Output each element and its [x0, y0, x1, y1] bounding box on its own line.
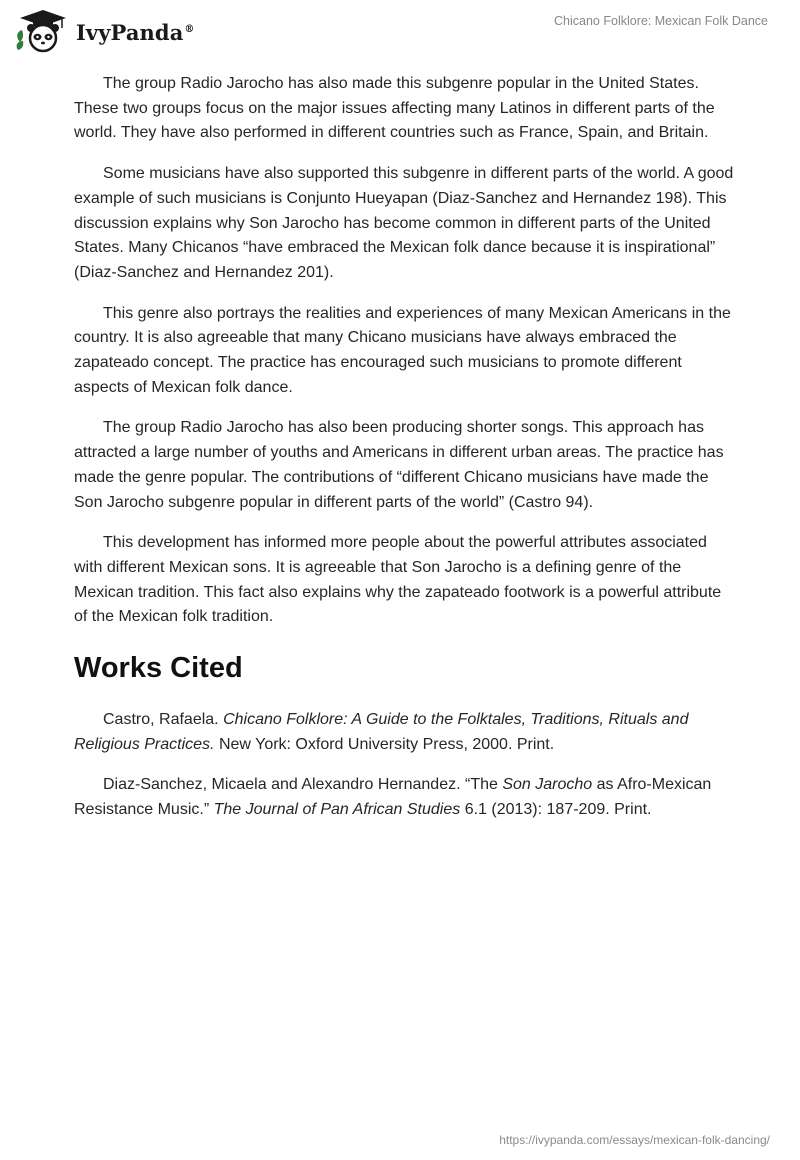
citation-publication: New York: Oxford University Press, 2000. Print.: [214, 735, 555, 753]
body-paragraph: This genre also portrays the realities and experiences of many Mexican Americans in the country. It is also agreeable that many Chicano musicians have always embraced the zapateado concept. The practice has encouraged such musicians to promote different aspects of Mexican folk dance.: [74, 304, 731, 396]
registered-mark: ®: [184, 23, 195, 35]
brand-logo[interactable]: [14, 8, 195, 56]
citation-title: Son Jarocho: [502, 776, 593, 794]
citation-entry: [74, 773, 734, 822]
panda-graduation-cap-icon: [14, 8, 72, 56]
citation-author: Diaz-Sanchez, Micaela and Alexandro Hernandez. “The: [103, 776, 503, 794]
essay-content: [74, 72, 734, 839]
page-header: [0, 0, 800, 62]
citation-article: as Afro-Mexican Resistance Music.”: [74, 776, 712, 819]
citation-publication: 6.1 (2013): 187-209. Print.: [460, 801, 652, 819]
citation-journal: The Journal of Pan African Studies: [213, 801, 461, 819]
body-paragraph: The group Radio Jarocho has also been producing shorter songs. This approach has attracted a large number of youths and Americans in different urban areas. The practice has made the genre popular. The contributions of “different Chicano musicians have made the Son Jarocho subgenre popular in different parts of the world” (Castro 94).: [74, 419, 724, 511]
citation-entry: [74, 708, 734, 757]
citation-author: Castro, Rafaela.: [103, 711, 224, 729]
source-url[interactable]: https://ivypanda.com/essays/mexican-folk-dancing/: [499, 1133, 770, 1147]
citation-title: Chicano Folklore: A Guide to the Folktales, Traditions, Rituals and Religious Practices.: [74, 711, 689, 753]
body-paragraph: Some musicians have also supported this subgenre in different parts of the world. A good example of such musicians is Conjunto Hueyapan (Diaz-Sanchez and Hernandez 198). This discussion explains why Son Jarocho has become common in different parts of the United States. Many Chicanos “have embraced the Mexican folk dance because it is inspirational” (Diaz-Sanchez and Hernandez 201).: [74, 165, 734, 281]
body-paragraph: The group Radio Jarocho has also made this subgenre popular in the United States. These two groups focus on the major issues affecting many Latinos in different parts of the world. They have also performed in different countries such as France, Spain, and Britain.: [74, 75, 715, 142]
document-title: Chicano Folklore: Mexican Folk Dance: [554, 14, 768, 28]
brand-name: IvyPanda®: [76, 19, 195, 45]
body-paragraph: This development has informed more people about the powerful attributes associated with different Mexican sons. It is agreeable that Son Jarocho is a defining genre of the Mexican tradition. This fact also explains why the zapateado footwork is a powerful attribute of the Mexican folk tradition.: [74, 534, 722, 626]
works-cited-heading: Works Cited: [74, 652, 243, 685]
